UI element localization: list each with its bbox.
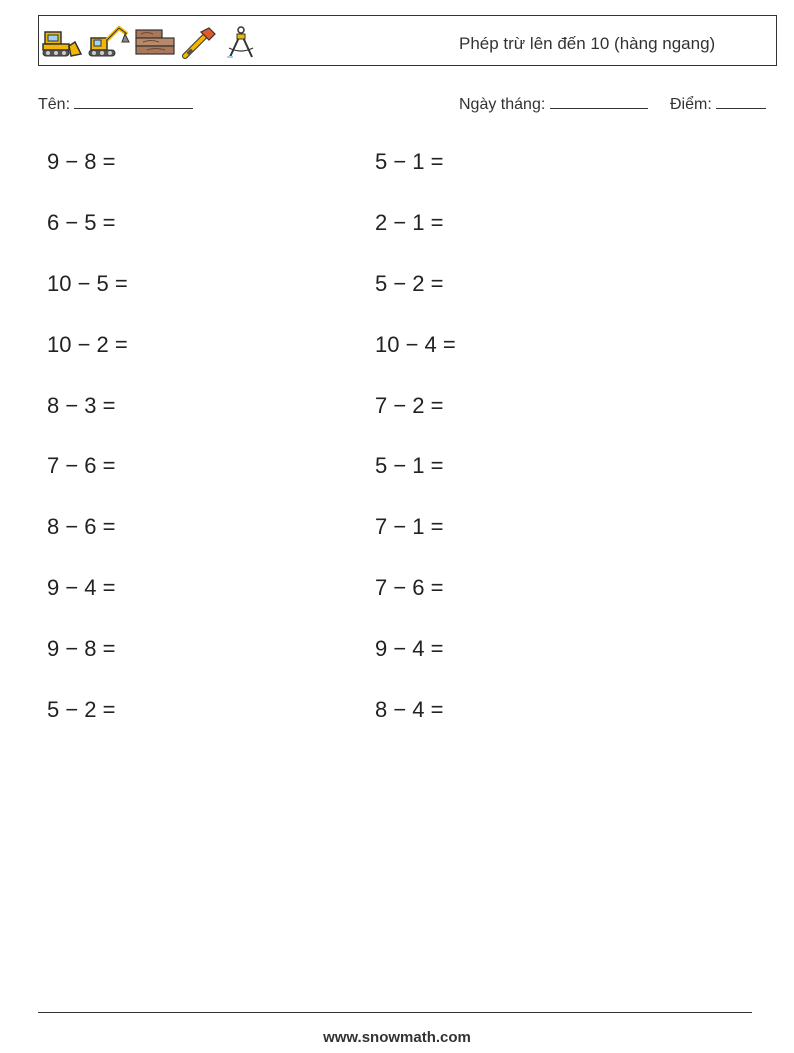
score-blank[interactable] <box>716 94 766 109</box>
score-field <box>670 94 766 114</box>
problem-left-2: 6 − 5 = <box>47 210 116 235</box>
problem-right-8: 7 − 6 = <box>375 575 444 600</box>
problem-right-2: 2 − 1 = <box>375 210 444 235</box>
problem-right-5: 7 − 2 = <box>375 393 444 418</box>
problem-left-3: 10 − 5 = <box>47 271 128 296</box>
problem-left-5: 8 − 3 = <box>47 393 116 418</box>
problem-left-7: 8 − 6 = <box>47 514 116 539</box>
problem-right-9: 9 − 4 = <box>375 636 444 661</box>
problem-left-6: 7 − 6 = <box>47 453 116 478</box>
problem-left-8: 9 − 4 = <box>47 575 116 600</box>
problem-right-4: 10 − 4 = <box>375 332 456 357</box>
drafting-compass-icon <box>221 24 261 60</box>
name-field <box>38 94 193 114</box>
name-blank[interactable] <box>74 94 193 109</box>
header-icons <box>41 20 261 64</box>
worksheet-title: Phép trừ lên đến 10 (hàng ngang) <box>459 34 716 53</box>
problem-left-4: 10 − 2 = <box>47 332 128 357</box>
pipe-wrench-icon <box>179 24 219 60</box>
date-label: Ngày tháng: <box>459 96 546 113</box>
date-field <box>459 94 648 114</box>
problem-right-6: 5 − 1 = <box>375 453 444 478</box>
problem-right-3: 5 − 2 = <box>375 271 444 296</box>
date-blank[interactable] <box>550 94 648 109</box>
excavator-icon <box>87 24 131 60</box>
problem-right-1: 5 − 1 = <box>375 149 444 174</box>
score-label: Điểm: <box>670 96 712 113</box>
footer-divider <box>38 1012 752 1013</box>
name-label: Tên: <box>38 96 71 113</box>
problem-right-10: 8 − 4 = <box>375 697 444 722</box>
bulldozer-icon <box>41 24 85 60</box>
problem-left-1: 9 − 8 = <box>47 149 116 174</box>
problem-right-7: 7 − 1 = <box>375 514 444 539</box>
problem-left-9: 9 − 8 = <box>47 636 116 661</box>
problem-left-10: 5 − 2 = <box>47 697 116 722</box>
wood-planks-icon <box>133 24 177 60</box>
worksheet-header <box>38 15 777 66</box>
footer-url[interactable]: www.snowmath.com <box>323 1029 471 1046</box>
